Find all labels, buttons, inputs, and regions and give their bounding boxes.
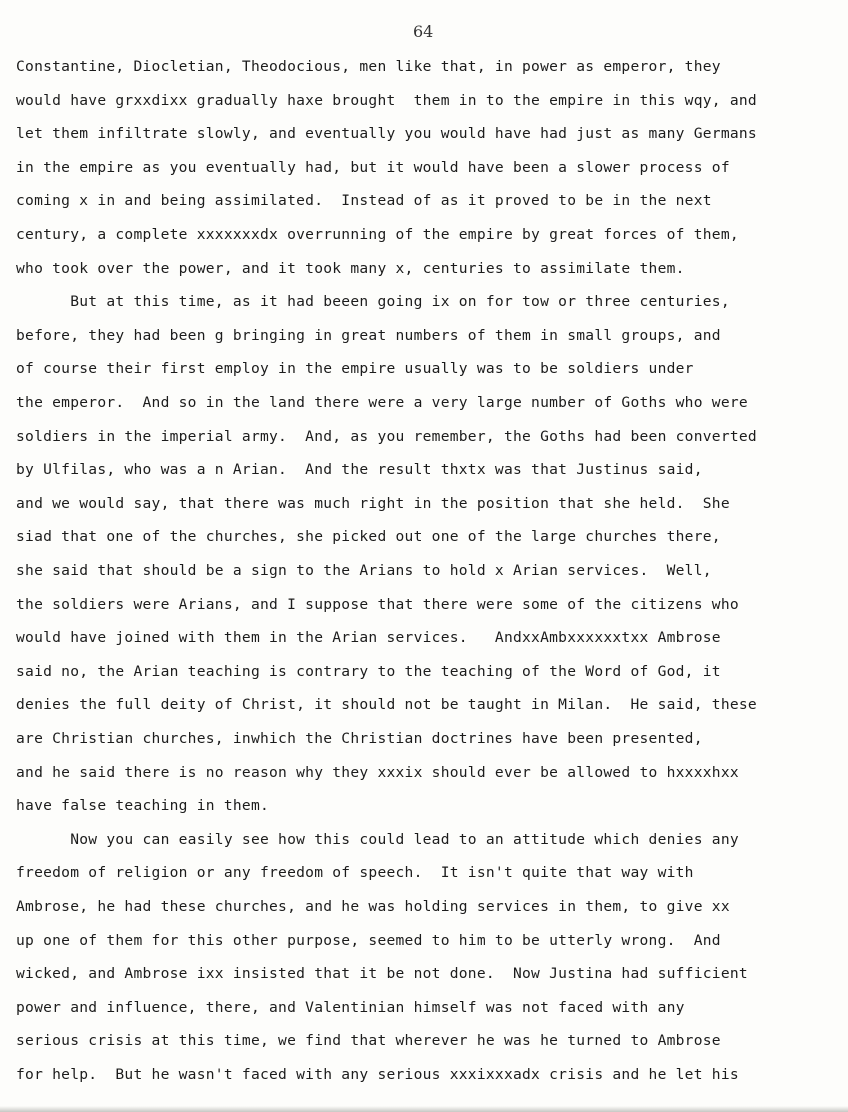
text-line: are Christian churches, inwhich the Christian doctrines have been presented, [16,730,703,747]
text-line: of course their first employ in the empire usually was to be soldiers under [16,360,694,378]
text-line: by Ulfilas, who was a n Arian. And the result thxtx was that Justinus said, [16,461,703,479]
text-line: wicked, and Ambrose ixx insisted that it be not done. Now Justina had sufficient [16,965,748,983]
text-line: Ambrose, he had these churches, and he was holding services in them, to give xx [16,898,730,915]
page-number: 64 [413,22,434,41]
text-line: up one of them for this other purpose, seemed to him to be utterly wrong. And [16,931,721,949]
text-line: would have joined with them in the Arian services. AndxxAmbxxxxxxtxx Ambrose [16,629,721,647]
text-line: power and influence, there, and Valentinian himself was not faced with any [16,998,685,1016]
text-line: before, they had been g bringing in great numbers of them in small groups, and [16,326,721,344]
text-line: have false teaching in them. [16,797,270,815]
page-bottom-edge [0,1106,848,1112]
text-line: let them infiltrate slowly, and eventually you would have had just as many Germans [16,125,757,143]
text-line: century, a complete xxxxxxxdx overrunning of the empire by great forces of them, [16,226,739,243]
text-line: for help. But he wasn't faced with any serious xxxixxxadx crisis and he let his [16,1066,739,1083]
text-line: siad that one of the churches, she picked out one of the large churches there, [16,528,721,546]
text-line: freedom of religion or any freedom of speech. It isn't quite that way with [16,864,694,882]
text-line: and we would say, that there was much right in the position that she held. She [16,494,730,512]
text-line: serious crisis at this time, we find that wherever he was he turned to Ambrose [16,1032,721,1050]
text-line: she said that should be a sign to the Arians to hold x Arian services. Well, [16,562,712,579]
text-line: and he said there is no reason why they xxxix should ever be allowed to hxxxxhxx [16,763,739,781]
text-line: would have grxxdixx gradually haxe brought them in to the empire in this wqy, and [16,91,757,109]
text-line: soldiers in the imperial army. And, as you remember, the Goths had been converted [16,427,757,445]
text-line: Now you can easily see how this could lead to an attitude which denies any [16,830,739,848]
text-line: But at this time, as it had beeen going ix on for tow or three centuries, [16,293,730,311]
text-line: who took over the power, and it took many x, centuries to assimilate them. [16,259,685,277]
text-line: Constantine, Diocletian, Theodocious, men like that, in power as emperor, they [16,58,721,75]
text-line: the emperor. And so in the land there were a very large number of Goths who were [16,394,748,411]
text-line: denies the full deity of Christ, it should not be taught in Milan. He said, these [16,696,757,714]
text-line: in the empire as you eventually had, but it would have been a slower process of [16,158,730,176]
text-line: the soldiers were Arians, and I suppose that there were some of the citizens who [16,595,739,613]
text-line: said no, the Arian teaching is contrary to the teaching of the Word of God, it [16,662,721,680]
text-line: coming x in and being assimilated. Instead of as it proved to be in the next [16,192,712,210]
